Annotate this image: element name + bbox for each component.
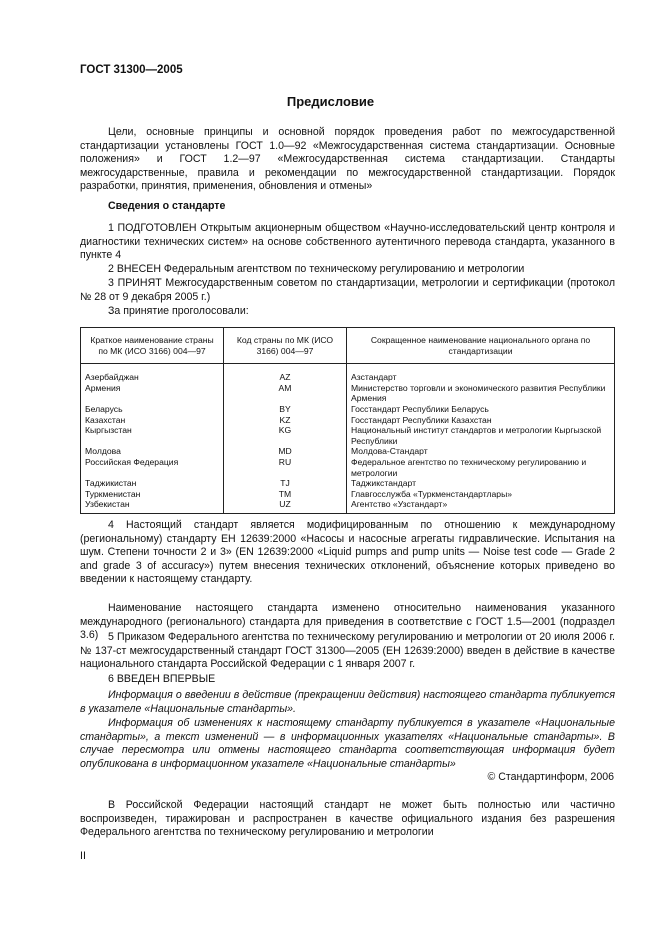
- table-row: [81, 415, 615, 426]
- table-row: [81, 364, 615, 383]
- standards-body: Агентство «Узстандарт»: [347, 499, 615, 513]
- copyright-notice: © Стандартинформ, 2006: [487, 771, 614, 783]
- item-1-paragraph: 1 ПОДГОТОВЛЕН Открытым акционерным обществом «Научно-исследовательский центр контроля и диагностики технических систем» на основе собственного аутентичного перевода стандарта, указанного в пункте 4: [80, 222, 615, 262]
- standards-body: Госстандарт Республики Беларусь: [347, 404, 615, 415]
- country-code: RU: [224, 457, 347, 478]
- reproduction-notice: В Российской Федерации настоящий стандарт не может быть полностью или частично воспроизведен, тиражирован и распространен в качестве официального издания без разрешения Федерального агентства по техническому регулированию и метрологии: [80, 799, 615, 839]
- table-row: [81, 446, 615, 457]
- item-4-naming-paragraph: Наименование настоящего стандарта изменено относительно наименования указанного международного (регионального) стандарта для приведения в соответствие с ГОСТ 1.5—2001 (подраздел 3.6): [80, 602, 615, 642]
- country-name: Узбекистан: [85, 499, 130, 510]
- table-row: [81, 404, 615, 415]
- standards-body: Госстандарт Республики Казахстан: [347, 415, 615, 426]
- country-name: Туркменистан: [85, 488, 141, 499]
- country-name: Кыргызстан: [85, 425, 132, 436]
- info-changes-paragraph: Информация об изменениях к настоящему стандарту публикуется в указателе «Национальные стандарты», а текст изменений — в информационных указателях «Национальные стандарты». В случае пересмотра или отмены настоящего стандарта соответствующая информация будет опубликована в информационном указателе «Национальные стандарты»: [80, 717, 615, 770]
- item-5-paragraph: 5 Приказом Федерального агентства по техническому регулированию и метрологии от 20 июля 2006 г. № 137-ст межгосударственный стандарт ГОСТ 31300—2005 (ЕН 12639:2000) введен в действие в качестве национального стандарта Российской Федерации с 1 января 2007 г.: [80, 631, 615, 671]
- countries-table: [80, 327, 615, 514]
- section-title: Предисловие: [286, 94, 375, 109]
- standards-body: Таджикстандарт: [347, 478, 615, 489]
- country-code: AM: [224, 383, 347, 404]
- country-code: UZ: [224, 499, 347, 513]
- table-row: [81, 478, 615, 489]
- country-code: BY: [224, 404, 347, 415]
- table-row: [81, 489, 615, 500]
- country-name: Азербайджан: [85, 372, 139, 383]
- standards-body: Национальный институт стандартов и метрологии Кыргызской Республики: [347, 425, 615, 446]
- item-4-paragraph: 4 Настоящий стандарт является модифицированным по отношению к международному (региональному) стандарту ЕН 12639:2000 «Насосы и насосные агрегаты гидравлические. Испытания на шум. Степени точности 2 и 3» (EN 12639:2000 «Liquid pumps and pump units — Noise test code — Grade 2 and grade 3 of accuracy») путем внесения технических отклонений, объяснение которых приведено во введении к настоящему стандарту.: [80, 519, 615, 586]
- country-name: Армения: [85, 382, 121, 393]
- country-code: TM: [224, 489, 347, 500]
- standards-body: Министерство торговли и экономического развития Республики Армения: [347, 383, 615, 404]
- country-name: Российская Федерация: [85, 456, 179, 467]
- country-name: Казахстан: [85, 414, 126, 425]
- page-number: II: [80, 850, 86, 862]
- table-header-row: [81, 328, 615, 364]
- standards-body: Азстандарт: [347, 364, 615, 383]
- country-code: MD: [224, 446, 347, 457]
- table-header-code: Код страны по МК (ИСО 3166) 004—97: [224, 328, 347, 364]
- country-code: TJ: [224, 478, 347, 489]
- item-6-paragraph: 6 ВВЕДЕН ВПЕРВЫЕ: [108, 673, 216, 685]
- standards-body: Молдова-Стандарт: [347, 446, 615, 457]
- country-code: AZ: [224, 364, 347, 383]
- country-name: Молдова: [85, 446, 121, 457]
- document-header: ГОСТ 31300—2005: [80, 64, 183, 76]
- standards-body: Федеральное агентство по техническому регулированию и метрологии: [347, 457, 615, 478]
- table-header-body: Сокращенное наименование национального органа по стандартизации: [347, 328, 615, 364]
- country-code: KG: [224, 425, 347, 446]
- info-intro-paragraph: Информация о введении в действие (прекращении действия) настоящего стандарта публикуется в указателе «Национальные стандарты».: [80, 689, 615, 715]
- standards-body: Главгосслужба «Туркменстандартлары»: [347, 489, 615, 500]
- table-header-country: Краткое наименование страны по МК (ИСО 3166) 004—97: [81, 328, 224, 364]
- item-3-paragraph: 3 ПРИНЯТ Межгосударственным советом по стандартизации, метрологии и сертификации (протокол № 28 от 9 декабря 2005 г.): [80, 277, 615, 303]
- table-row: [81, 425, 615, 446]
- intro-paragraph: Цели, основные принципы и основной порядок проведения работ по межгосударственной стандартизации установлены ГОСТ 1.0—92 «Межгосударственная система стандартизации. Основные положения» и ГОСТ 1.2—97 «Межгосударственная система стандартизации. Стандарты межгосударственные, правила и рекомендации по межгосударственной стандартизации. Порядок разработки, принятия, применения, обновления и отмены»: [80, 126, 615, 193]
- table-row: [81, 383, 615, 404]
- item-2-paragraph: 2 ВНЕСЕН Федеральным агентством по техническому регулированию и метрологии: [108, 263, 525, 275]
- table-row: [81, 457, 615, 478]
- country-code: KZ: [224, 415, 347, 426]
- table-row: [81, 499, 615, 513]
- country-name: Беларусь: [85, 403, 123, 414]
- voted-label: За принятие проголосовали:: [108, 305, 249, 317]
- subsection-title: Сведения о стандарте: [108, 200, 226, 212]
- country-name: Таджикистан: [85, 478, 137, 489]
